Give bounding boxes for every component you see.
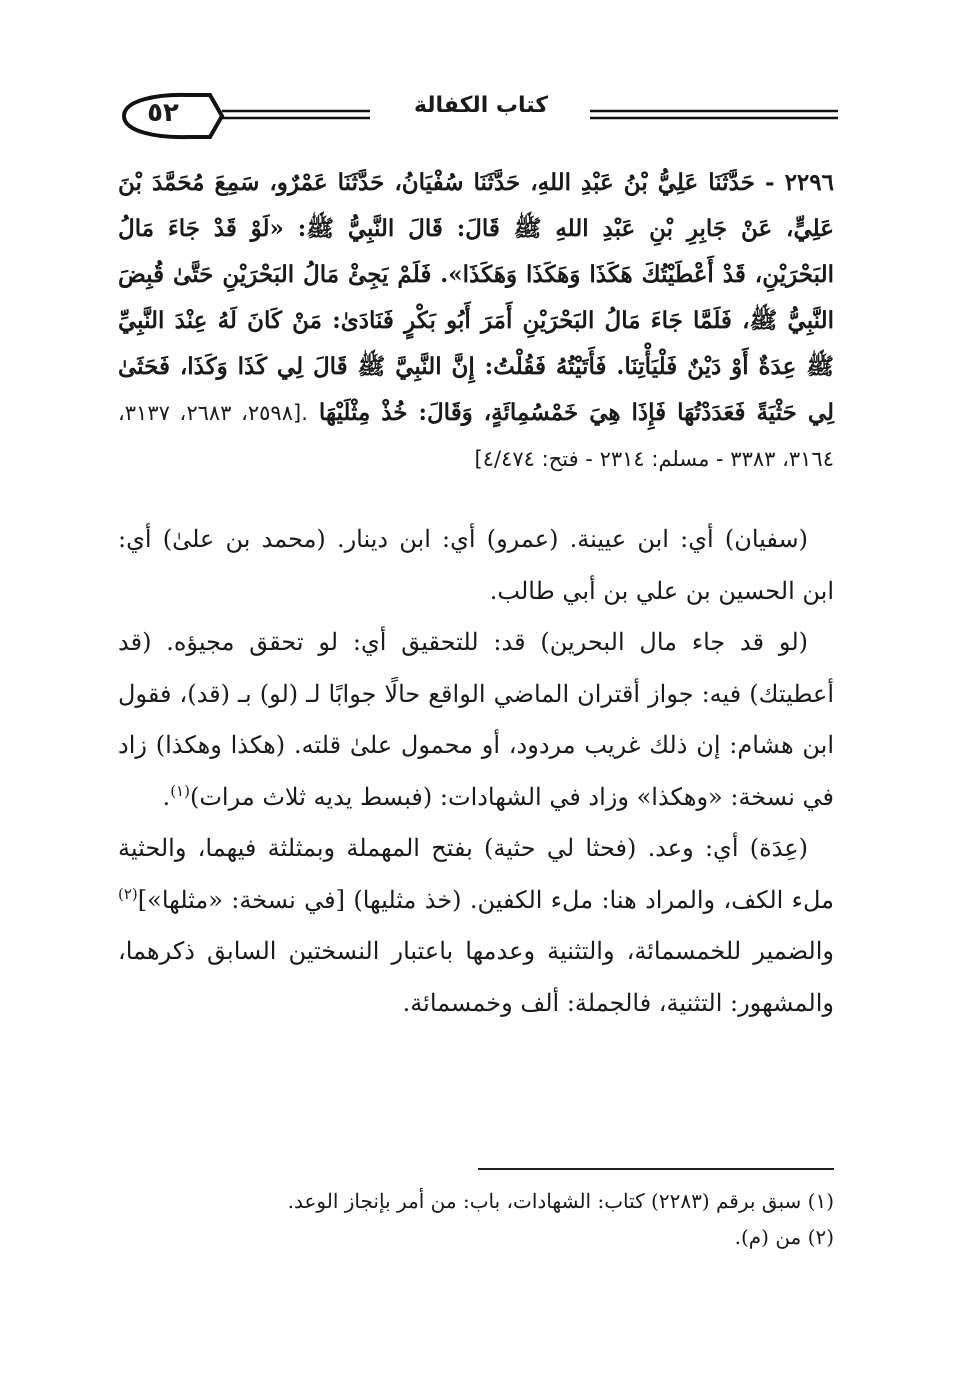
commentary-paragraph-2-text: (لو قد جاء مال البحرين) قد: للتحقيق أي: لو تحقق مجيؤه. (قد أعطيتك) فيه: جواز أقتران الماضي الواقع حالًا جوابًا لـ (لو) بـ (قد)، فقول ابن هشام: إن ذلك غريب مردود، أو محمول علىٰ قلته. (هكذا وهكذا) زاد في نسخة: «وهكذا» وزاد في الشهادات: (فبسط يديه ثلاث مرات) xyxy=(118,628,834,811)
footnote-marker-1: (١) xyxy=(170,781,190,800)
commentary-paragraph-3-text-b: والضمير للخمسمائة، والتثنية وعدمها باعتبار النسختين السابق ذكرهما، والمشهور: التثنية، فالجملة: ألف وخمسمائة. xyxy=(118,937,834,1017)
hadith-references: .[٢٥٩٨، ٢٦٨٣، ٣١٣٧، ٣١٦٤، ٣٣٨٣ - مسلم: ٢٣١٤ - فتح: ٤/٤٧٤] xyxy=(118,401,834,471)
hadith-text: ٢٢٩٦ - حَدَّثَنَا عَلِيُّ بْنُ عَبْدِ اللهِ، حَدَّثَنَا سُفْيَانُ، حَدَّثَنَا عَمْرٌو، سَمِعَ مُحَمَّدَ بْنَ عَلِيٍّ، عَنْ جَابِرِ بْنِ عَبْدِ اللهِ ﷺ قَالَ: قَالَ النَّبِيُّ ﷺ: «لَوْ قَدْ جَاءَ مَالُ البَحْرَيْنِ، قَدْ أَعْطَيْتُكَ هَكَذَا وَهَكَذَا وَهَكَذَا». فَلَمْ يَجِئْ مَالُ البَحْرَيْنِ حَتَّىٰ قُبِضَ النَّبِيُّ ﷺ، فَلَمَّا جَاءَ مَالُ البَحْرَيْنِ أَمَرَ أَبُو بَكْرٍ فَنَادَىٰ: مَنْ كَانَ لَهُ عِنْدَ النَّبِيِّ ﷺ عِدَةٌ أَوْ دَيْنٌ فَلْيَأْتِنَا. فَأَتَيْتُهُ فَقُلْتُ: إِنَّ النَّبِيَّ ﷺ قَالَ لِي كَذَا وَكَذَا، فَحَثَىٰ لِي حَثْيَةً فَعَدَدْتُهَا فَإِذَا هِيَ خَمْسُمِائَةٍ، وَقَالَ: خُذْ مِثْلَيْهَا xyxy=(118,169,835,426)
commentary-paragraph-3-text-a: (عِدَة) أي: وعد. (فحثا لي حثية) بفتح المهملة وبمثلثة فيهما، والحثية ملء الكف، والمراد هنا: ملء الكفين. (خذ مثليها) [في نسخة: «مثلها»] xyxy=(118,834,834,914)
footnote-1: (١) سبق برقم (٢٢٨٣) كتاب: الشهادات، باب: من أمر بإنجاز الوعد. xyxy=(287,1189,834,1213)
footnote-separator xyxy=(478,1168,834,1170)
commentary-paragraph-1: (سفيان) أي: ابن عيينة. (عمرو) أي: ابن دينار. (محمد بن علىٰ) أي: ابن الحسين بن علي بن أبي طالب. xyxy=(118,525,834,605)
commentary-paragraph-2 xyxy=(118,617,834,823)
hadith-block xyxy=(118,160,834,482)
commentary-block xyxy=(118,514,834,1029)
footnotes xyxy=(118,1183,834,1255)
commentary-paragraph-3 xyxy=(118,823,834,1029)
footnote-2: (٢) من (م). xyxy=(734,1225,834,1249)
footnote-marker-2: (٢) xyxy=(118,884,138,903)
commentary-paragraph-2-end: . xyxy=(162,782,171,811)
running-title: كتاب الكفالة xyxy=(413,93,549,118)
page-header xyxy=(118,86,838,148)
page-number: ٥٢ xyxy=(147,98,179,128)
